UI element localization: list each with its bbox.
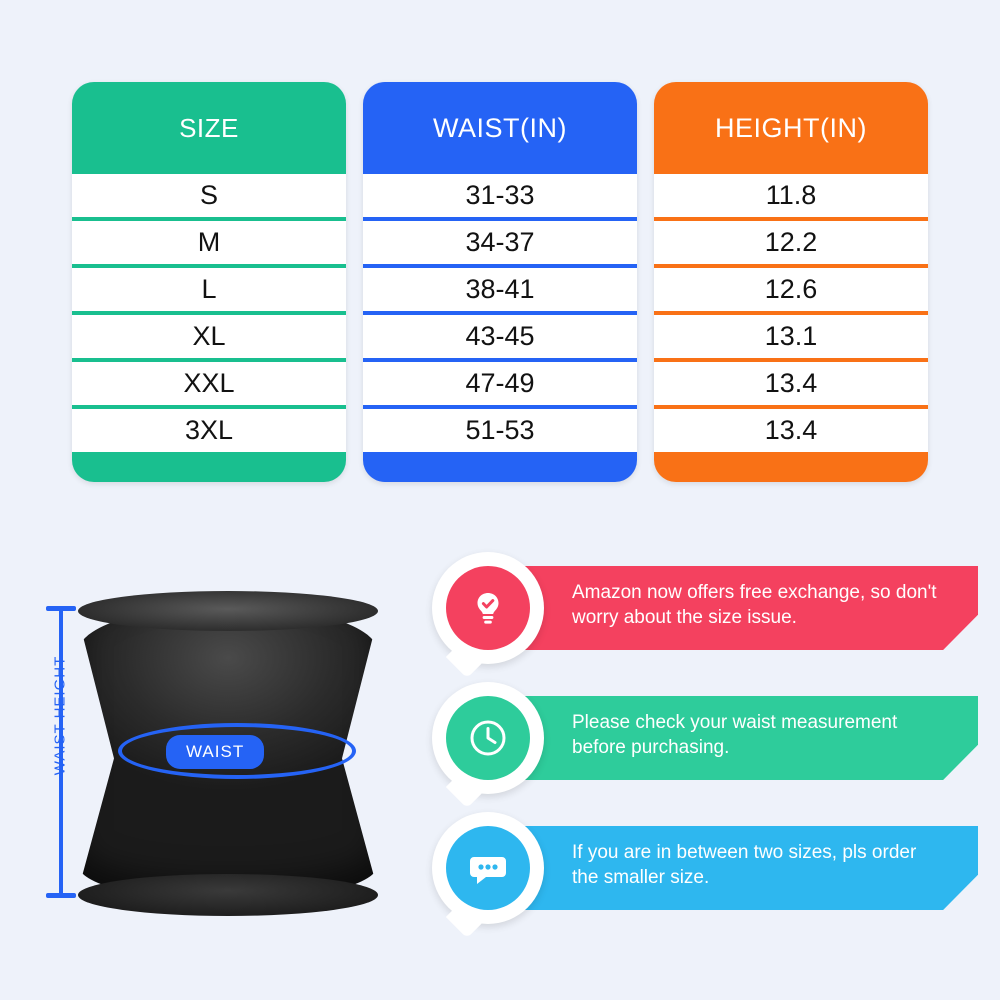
waist-column-cells <box>363 174 637 452</box>
table-cell: 3XL <box>72 409 346 452</box>
size-column <box>72 82 346 482</box>
table-cell: S <box>72 174 346 221</box>
product-diagram <box>20 560 420 980</box>
table-cell: XL <box>72 315 346 362</box>
waist-height-measure <box>42 602 78 902</box>
table-cell: 51-53 <box>363 409 637 452</box>
table-cell: 34-37 <box>363 221 637 268</box>
column-footer <box>363 452 637 482</box>
lightbulb-check-icon <box>446 566 530 650</box>
table-cell: 12.2 <box>654 221 928 268</box>
waist-height-label: WAIST HEIGHT <box>51 655 69 776</box>
belt-bottom-edge <box>78 874 378 916</box>
belt-top-edge <box>78 591 378 631</box>
table-cell: 13.4 <box>654 362 928 409</box>
waist-trainer-image <box>78 605 378 900</box>
note-item <box>432 812 978 924</box>
column-footer <box>72 452 346 482</box>
table-cell: 31-33 <box>363 174 637 221</box>
measure-cap-bottom-icon <box>46 893 76 898</box>
table-cell: L <box>72 268 346 315</box>
table-cell: 13.1 <box>654 315 928 362</box>
note-text: If you are in between two sizes, pls order the smaller size. <box>572 842 917 889</box>
table-cell: 43-45 <box>363 315 637 362</box>
column-header-size: SIZE <box>179 112 239 143</box>
table-cell: 47-49 <box>363 362 637 409</box>
note-text: Amazon now offers free exchange, so don't worry about the size issue. <box>572 582 937 629</box>
table-cell: 12.6 <box>654 268 928 315</box>
table-cell: 13.4 <box>654 409 928 452</box>
table-cell: 38-41 <box>363 268 637 315</box>
table-cell: 11.8 <box>654 174 928 221</box>
notes-section <box>432 552 978 942</box>
table-cell: XXL <box>72 362 346 409</box>
table-cell: M <box>72 221 346 268</box>
height-column-cells <box>654 174 928 452</box>
column-header-waist: WAIST(IN) <box>433 112 567 143</box>
note-text: Please check your waist measurement before purchasing. <box>572 712 898 759</box>
clock-icon <box>446 696 530 780</box>
height-column <box>654 82 928 482</box>
waist-label: WAIST <box>166 735 264 769</box>
chat-bubble-icon <box>446 826 530 910</box>
column-footer <box>654 452 928 482</box>
waist-column <box>363 82 637 482</box>
note-item <box>432 682 978 794</box>
size-column-cells <box>72 174 346 452</box>
note-item <box>432 552 978 664</box>
column-header-height: HEIGHT(IN) <box>715 112 867 143</box>
size-chart-table <box>72 82 928 482</box>
